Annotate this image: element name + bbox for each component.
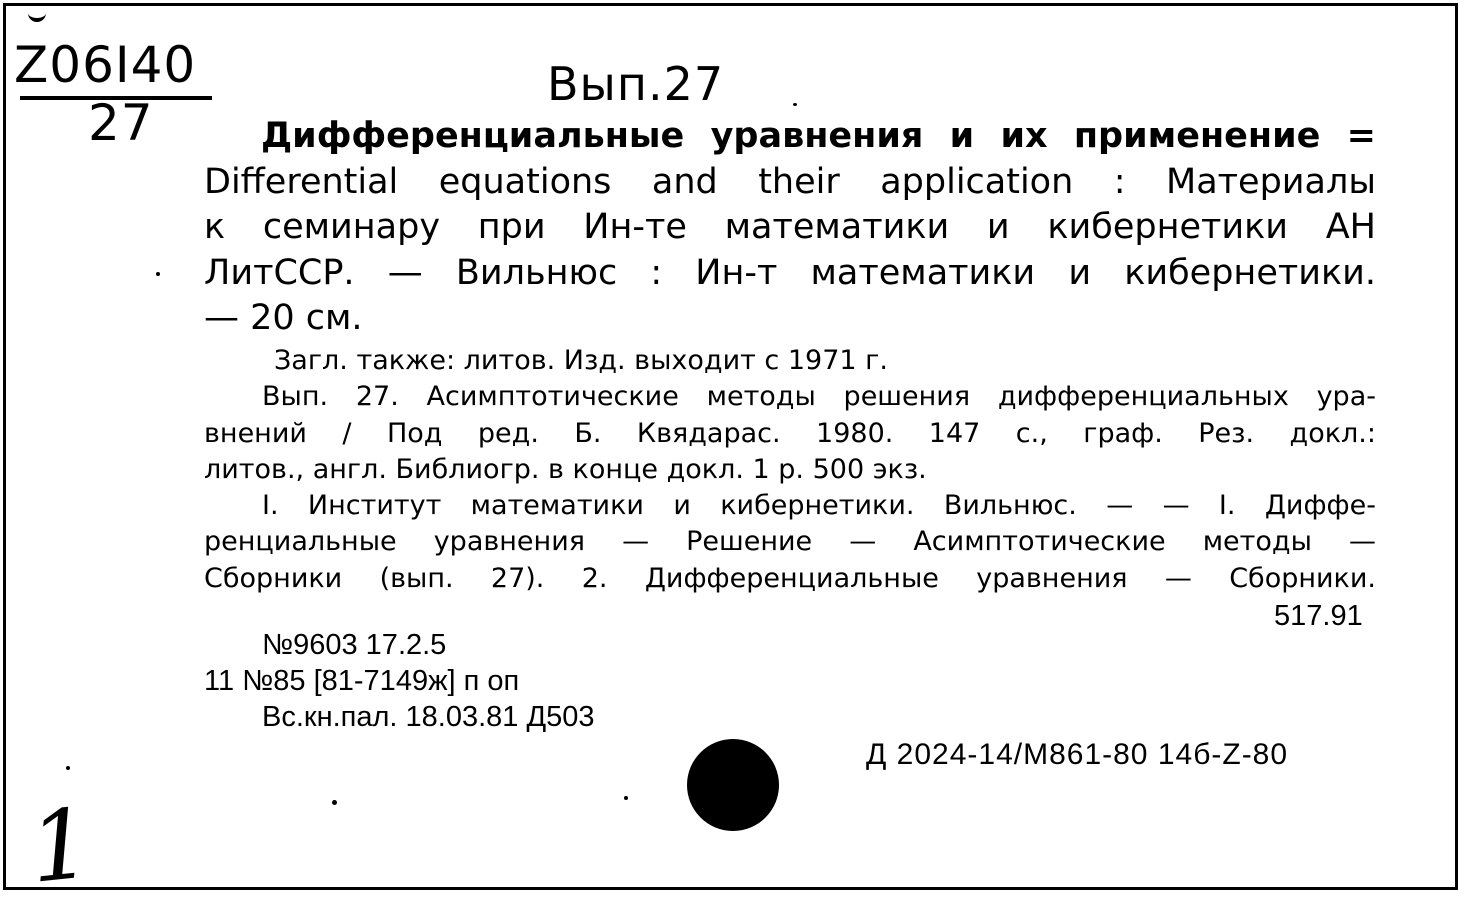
note-line: Вып. 27. Асимптотические методы решения дифференциальных ура- xyxy=(262,381,1376,413)
note-line: Сборники (вып. 27). 2. Дифференциальные уравнения — Сборники. xyxy=(204,562,1376,594)
title-line: ЛитССР. — Вильнюс : Ин-т математики и кибернетики. xyxy=(204,252,1376,293)
service-line: №9603 17.2.5 xyxy=(262,629,447,661)
shelf-mark-subnumber: 27 xyxy=(88,94,154,152)
note-line: литов., англ. Библиогр. в конце докл. 1 р. 500 экз. xyxy=(204,453,927,485)
issue-number: Вып.27 xyxy=(547,57,725,111)
speck xyxy=(624,796,628,800)
footer-code: Д 2024-14/М861-80 14б-Z-80 xyxy=(866,738,1289,771)
speck xyxy=(332,800,337,805)
title-line: к семинару при Ин-те математики и кибернетики АН xyxy=(204,207,1376,247)
service-line: 11 №85 [81-7149ж] п оп xyxy=(204,665,520,697)
punched-hole-dot xyxy=(687,739,779,831)
note-line: I. Институт математики и кибернетики. Вильнюс. — — I. Диффе- xyxy=(262,490,1376,522)
note-line: внений / Под ред. Б. Квядарас. 1980. 147 с., граф. Рез. докл.: xyxy=(204,417,1376,449)
notes-block xyxy=(204,343,1376,597)
handwritten-card-number: 1 xyxy=(24,787,97,905)
title-block xyxy=(204,114,1376,342)
title-line: Differential equations and their application : Материалы xyxy=(204,161,1376,202)
note-line: ренциальные уравнения — Решение — Асимптотические методы — xyxy=(204,526,1376,558)
service-block xyxy=(204,627,595,735)
speck xyxy=(793,103,797,106)
note-line: Загл. также: литов. Изд. выходит с 1971 г. xyxy=(274,345,888,376)
catalog-card xyxy=(3,3,1458,905)
speck xyxy=(156,272,160,276)
title-line: Дифференциальные уравнения и их применение = xyxy=(261,116,1376,156)
speck xyxy=(66,766,70,770)
classification-number: 517.91 xyxy=(1274,600,1363,632)
breve-mark xyxy=(28,8,46,22)
title-line: — 20 см. xyxy=(204,298,363,338)
shelf-mark: Z06I40 xyxy=(14,36,197,94)
service-line: Вс.кн.пал. 18.03.81 Д503 xyxy=(262,701,595,733)
